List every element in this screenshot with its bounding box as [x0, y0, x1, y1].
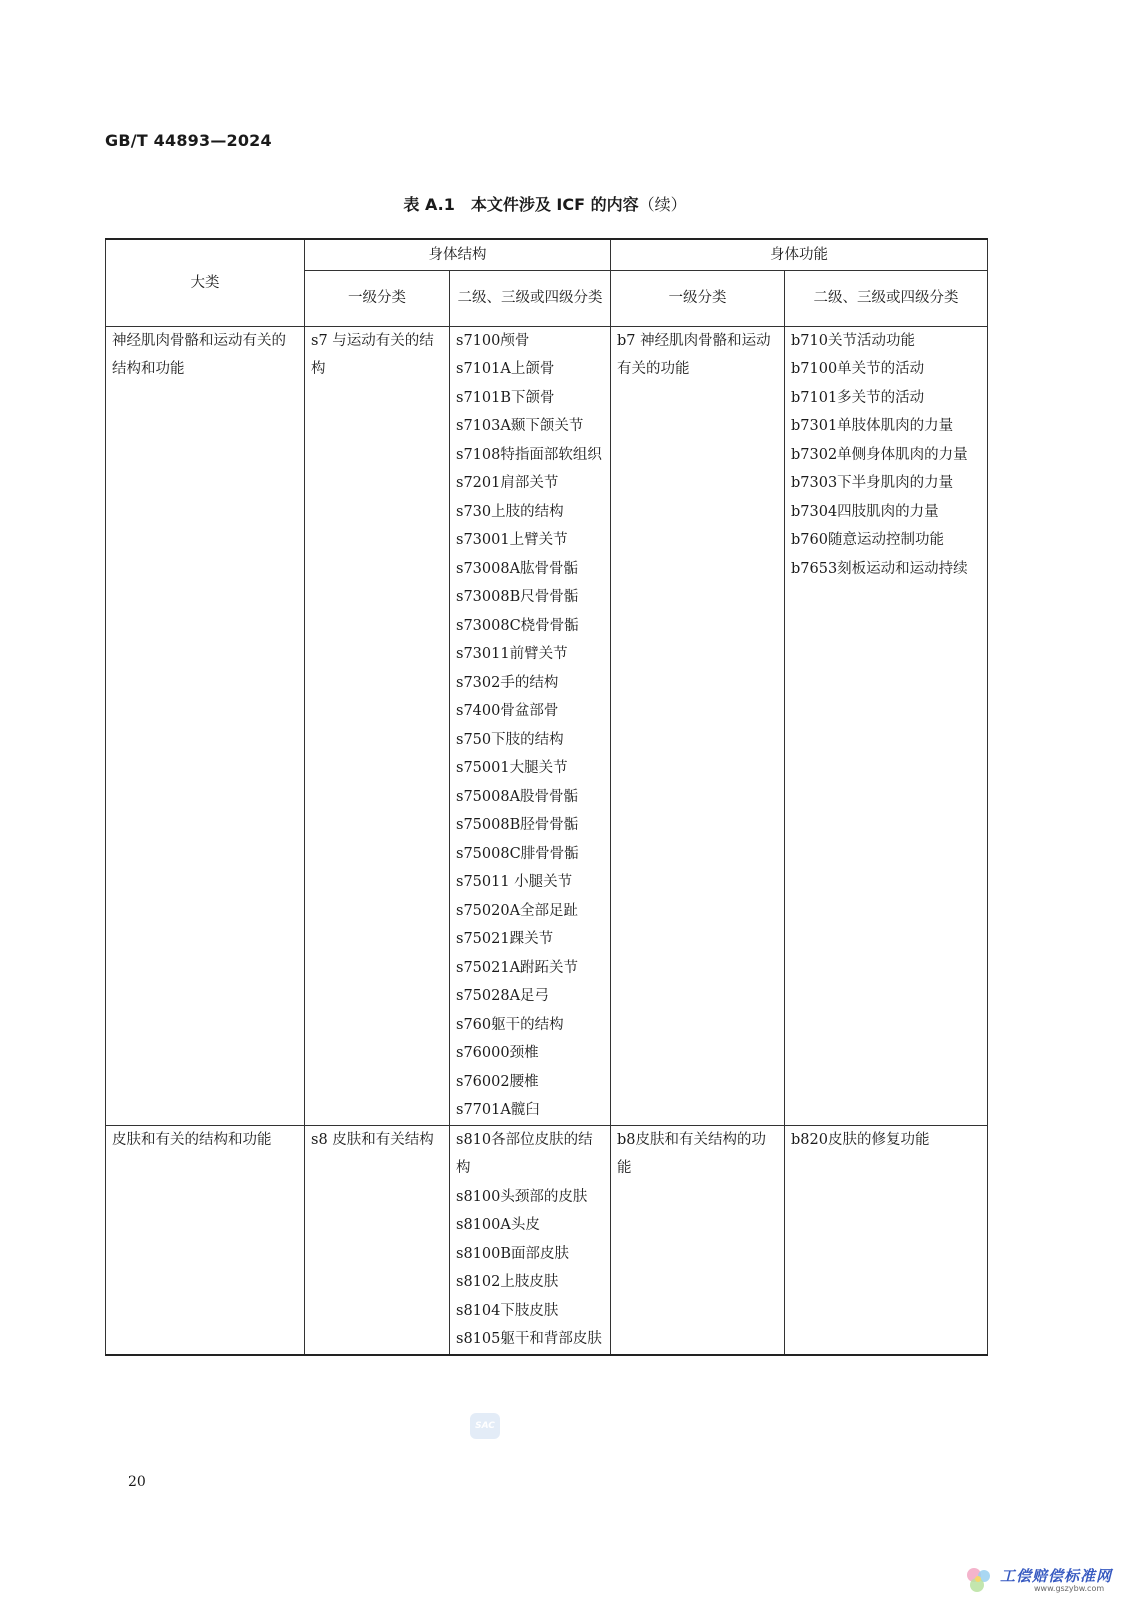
- category-cell: [106, 326, 305, 1125]
- header-body-function: 身体功能: [611, 239, 988, 270]
- code-item: s73008A肱骨骨骺: [456, 560, 579, 577]
- s-level1-cell-text: s7 与运动有关的结构: [311, 332, 434, 377]
- code-item: s73011前臂关节: [456, 646, 568, 662]
- code-item: s8104下肢皮肤: [456, 1302, 559, 1319]
- code-item: s7101B下颌骨: [456, 389, 555, 406]
- code-item: s7400骨盆部骨: [456, 703, 559, 719]
- table-row: [106, 1125, 988, 1355]
- category-cell-text: 神经肌肉骨骼和运动有关的结构和功能: [112, 332, 286, 377]
- b-level1-cell: [611, 1125, 785, 1355]
- code-item: b7303下半身肌肉的力量: [791, 475, 954, 491]
- code-item: s8100A头皮: [456, 1217, 540, 1233]
- code-item: s750下肢的结构: [456, 731, 564, 748]
- code-item: s8105躯干和背部皮肤: [456, 1331, 602, 1347]
- watermark-url: www.gszybw.com: [1034, 1584, 1105, 1593]
- code-item: s7108特指面部软组织: [456, 446, 602, 463]
- header-b-level234: 二级、三级或四级分类: [785, 270, 988, 326]
- code-item: s7201肩部关节: [456, 475, 559, 491]
- sac-logo: SAC: [470, 1413, 500, 1439]
- b-items-cell: [785, 1125, 988, 1355]
- s-items-cell: [450, 326, 611, 1125]
- caption-continued: （续）: [638, 195, 687, 214]
- code-item: b710关节活动功能: [791, 332, 915, 349]
- header-s-level1: 一级分类: [305, 270, 450, 326]
- b-level1-cell-text: b7 神经肌肉骨骼和运动有关的功能: [617, 332, 771, 377]
- table-caption: [105, 192, 985, 215]
- code-item: s75008A股骨骨骺: [456, 788, 579, 805]
- standard-number: GB/T 44893—2024: [105, 131, 272, 150]
- code-item: b7302单侧身体肌肉的力量: [791, 446, 968, 463]
- header-s-level234: 二级、三级或四级分类: [450, 270, 611, 326]
- b-level1-cell-text: b8皮肤和有关结构的功能: [617, 1131, 767, 1176]
- code-item: s8100B面部皮肤: [456, 1245, 569, 1262]
- code-item: s760躯干的结构: [456, 1016, 564, 1033]
- header-b-level1: 一级分类: [611, 270, 785, 326]
- header-body-structure: 身体结构: [305, 239, 611, 270]
- code-item: s810各部位皮肤的结构: [456, 1131, 593, 1176]
- s-level1-cell: [305, 1125, 450, 1355]
- code-item: s8102上肢皮肤: [456, 1274, 559, 1290]
- code-item: s7100颅骨: [456, 332, 530, 349]
- code-item: b7101多关节的活动: [791, 389, 925, 406]
- code-item: s73008B尺骨骨骺: [456, 589, 579, 605]
- site-watermark: [962, 1563, 1127, 1597]
- b-level1-cell: [611, 326, 785, 1125]
- code-item: b7304四肢肌肉的力量: [791, 503, 939, 520]
- code-item: s730上肢的结构: [456, 503, 564, 520]
- code-item: s7101A上颌骨: [456, 361, 555, 377]
- code-item: s75008B胫骨骨骺: [456, 817, 579, 833]
- code-item: s8100头颈部的皮肤: [456, 1188, 588, 1205]
- code-item: s76000颈椎: [456, 1045, 539, 1061]
- code-item: s73008C桡骨骨骺: [456, 617, 579, 634]
- category-cell-text: 皮肤和有关的结构和功能: [112, 1131, 272, 1148]
- header-category: 大类: [106, 239, 305, 326]
- code-item: s73001上臂关节: [456, 532, 568, 548]
- b-items-cell: [785, 326, 988, 1125]
- code-item: s7302手的结构: [456, 674, 559, 691]
- table-row: [106, 326, 988, 1125]
- code-item: s75021A跗跖关节: [456, 959, 579, 976]
- code-item: s75008C腓骨骨骺: [456, 845, 579, 862]
- code-item: b7653刻板运动和运动持续: [791, 560, 968, 577]
- code-item: s75028A足弓: [456, 988, 550, 1004]
- code-item: b7100单关节的活动: [791, 361, 925, 377]
- code-item: s75001大腿关节: [456, 760, 568, 776]
- category-cell: [106, 1125, 305, 1355]
- caption-title: 表 A.1 本文件涉及 ICF 的内容: [403, 195, 639, 214]
- code-item: s75021踝关节: [456, 931, 554, 947]
- code-item: s76002腰椎: [456, 1073, 539, 1090]
- s-level1-cell: [305, 326, 450, 1125]
- s-items-cell: [450, 1125, 611, 1355]
- watermark-text: 工偿赔偿标准网: [1000, 1567, 1113, 1585]
- code-item: b820皮肤的修复功能: [791, 1131, 930, 1148]
- code-item: b760随意运动控制功能: [791, 532, 944, 548]
- icf-table: [105, 238, 988, 1356]
- code-item: s75011 小腿关节: [456, 874, 573, 890]
- page-number: 20: [128, 1474, 146, 1490]
- code-item: s7103A颞下颌关节: [456, 418, 584, 434]
- code-item: s7701A髋臼: [456, 1102, 540, 1118]
- code-item: s75020A全部足趾: [456, 902, 579, 919]
- flower-icon: [962, 1563, 996, 1597]
- code-item: b7301单肢体肌肉的力量: [791, 418, 954, 434]
- s-level1-cell-text: s8 皮肤和有关结构: [311, 1131, 434, 1148]
